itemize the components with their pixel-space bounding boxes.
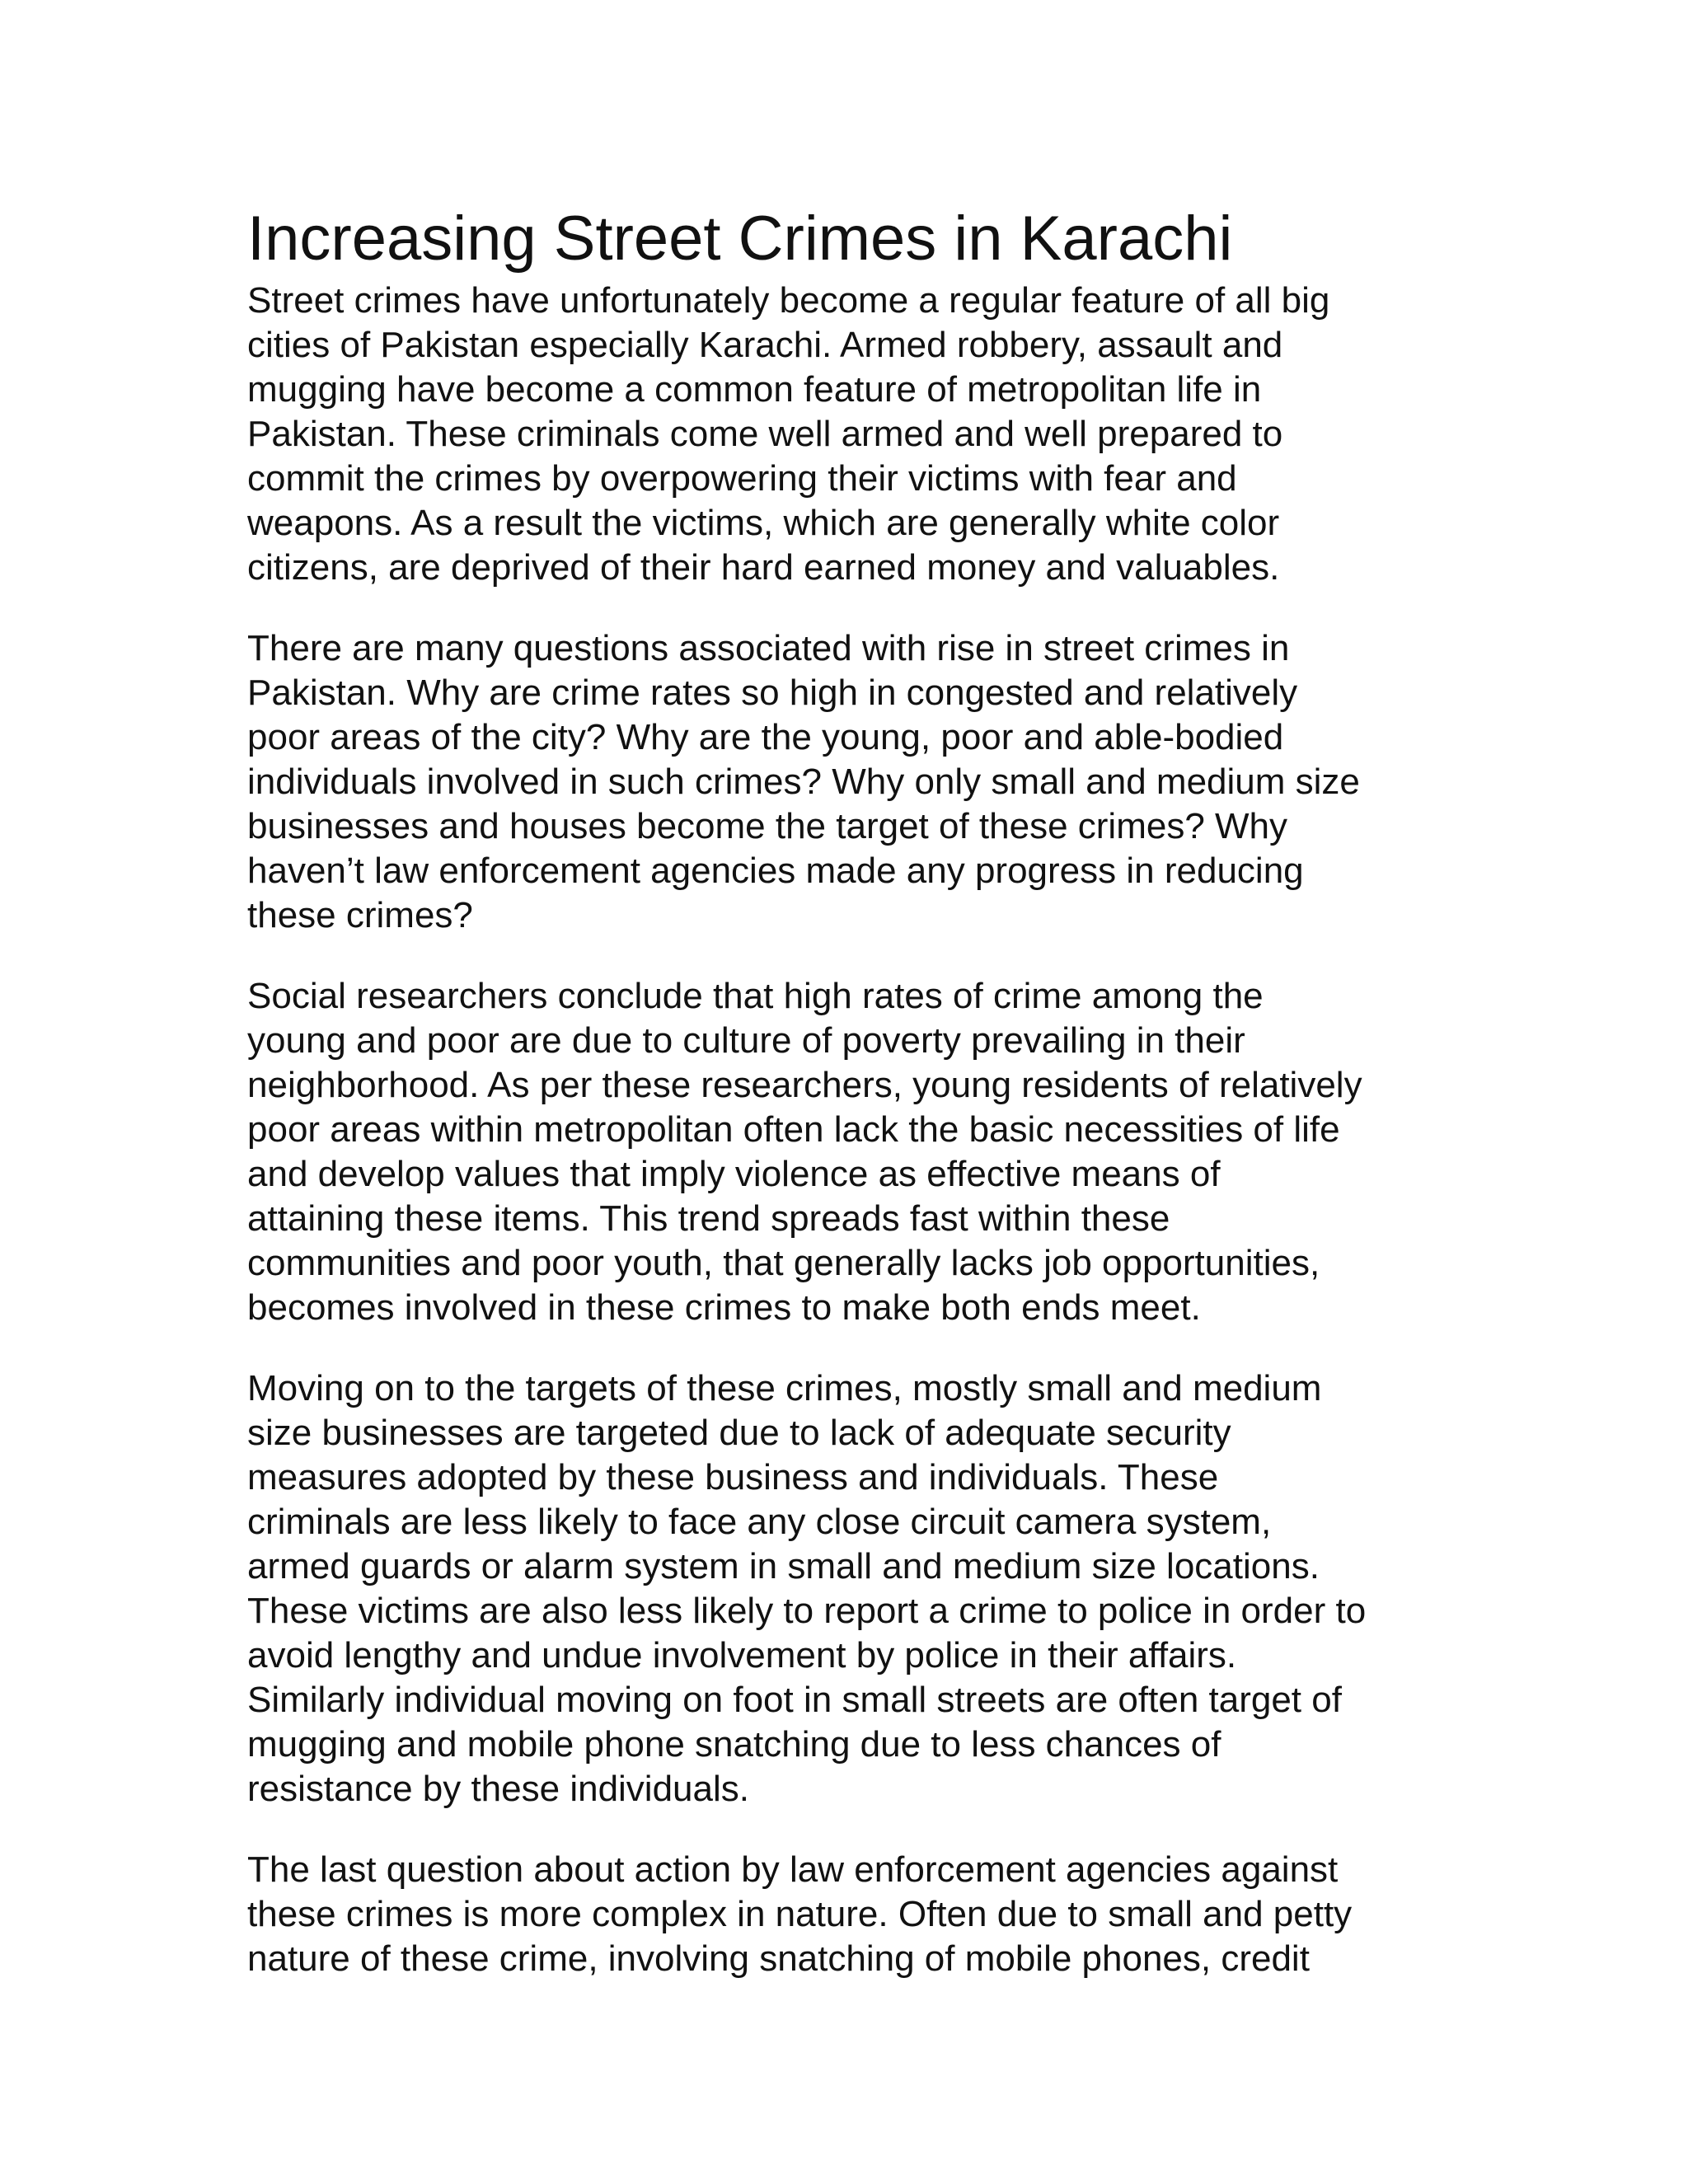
paragraph-2: There are many questions associated with rise in street crimes in Pakistan. Why are crime rates so high in congested and relatively poor areas of the city? Why are the young, poor and able-bodied individuals involved in such crimes? Why only small and medium size businesses and houses become the target of these crimes? Why haven’t law enforcement agencies made any progress in reducing these crimes? (247, 628, 1360, 935)
document-title: Increasing Street Crimes in Karachi (247, 204, 1233, 274)
document-body (247, 196, 1451, 2018)
paragraph-3: Social researchers conclude that high rates of crime among the young and poor are due to culture of poverty prevailing in their neighborhood. As per these researchers, young residents of relatively poor areas within metropolitan often lack the basic necessities of life and develop values that imply violence as effective means of attaining these items. This trend spreads fast within these communities and poor youth, that generally lacks job opportunities, becomes involved in these crimes to make both ends meet. (247, 976, 1362, 1328)
paragraph-1: Street crimes have unfortunately become a regular feature of all big cities of Pakistan especially Karachi. Armed robbery, assault and mugging have become a common feature of metropolitan life in Pakistan. These criminals come well armed and well prepared to commit the crimes by overpowering their victims with fear and weapons. As a result the victims, which are generally white color citizens, are deprived of their hard earned money and valuables. (247, 280, 1330, 588)
paragraph-5: The last question about action by law enforcement agencies against these crimes is more complex in nature. Often due to small and petty nature of these crime, involving snatching of mobile phones, credit (247, 1849, 1353, 1979)
paragraph-4: Moving on to the targets of these crimes, mostly small and medium size businesses are targeted due to lack of adequate security measures adopted by these business and individuals. These criminals are less likely to face any close circuit camera system, armed guards or alarm system in small and medium size locations. These victims are also less likely to report a crime to police in order to avoid lengthy and undue involvement by police in their affairs. Similarly individual moving on foot in small streets are often target of mugging and mobile phone snatching due to less chances of resistance by these individuals. (247, 1368, 1367, 1809)
